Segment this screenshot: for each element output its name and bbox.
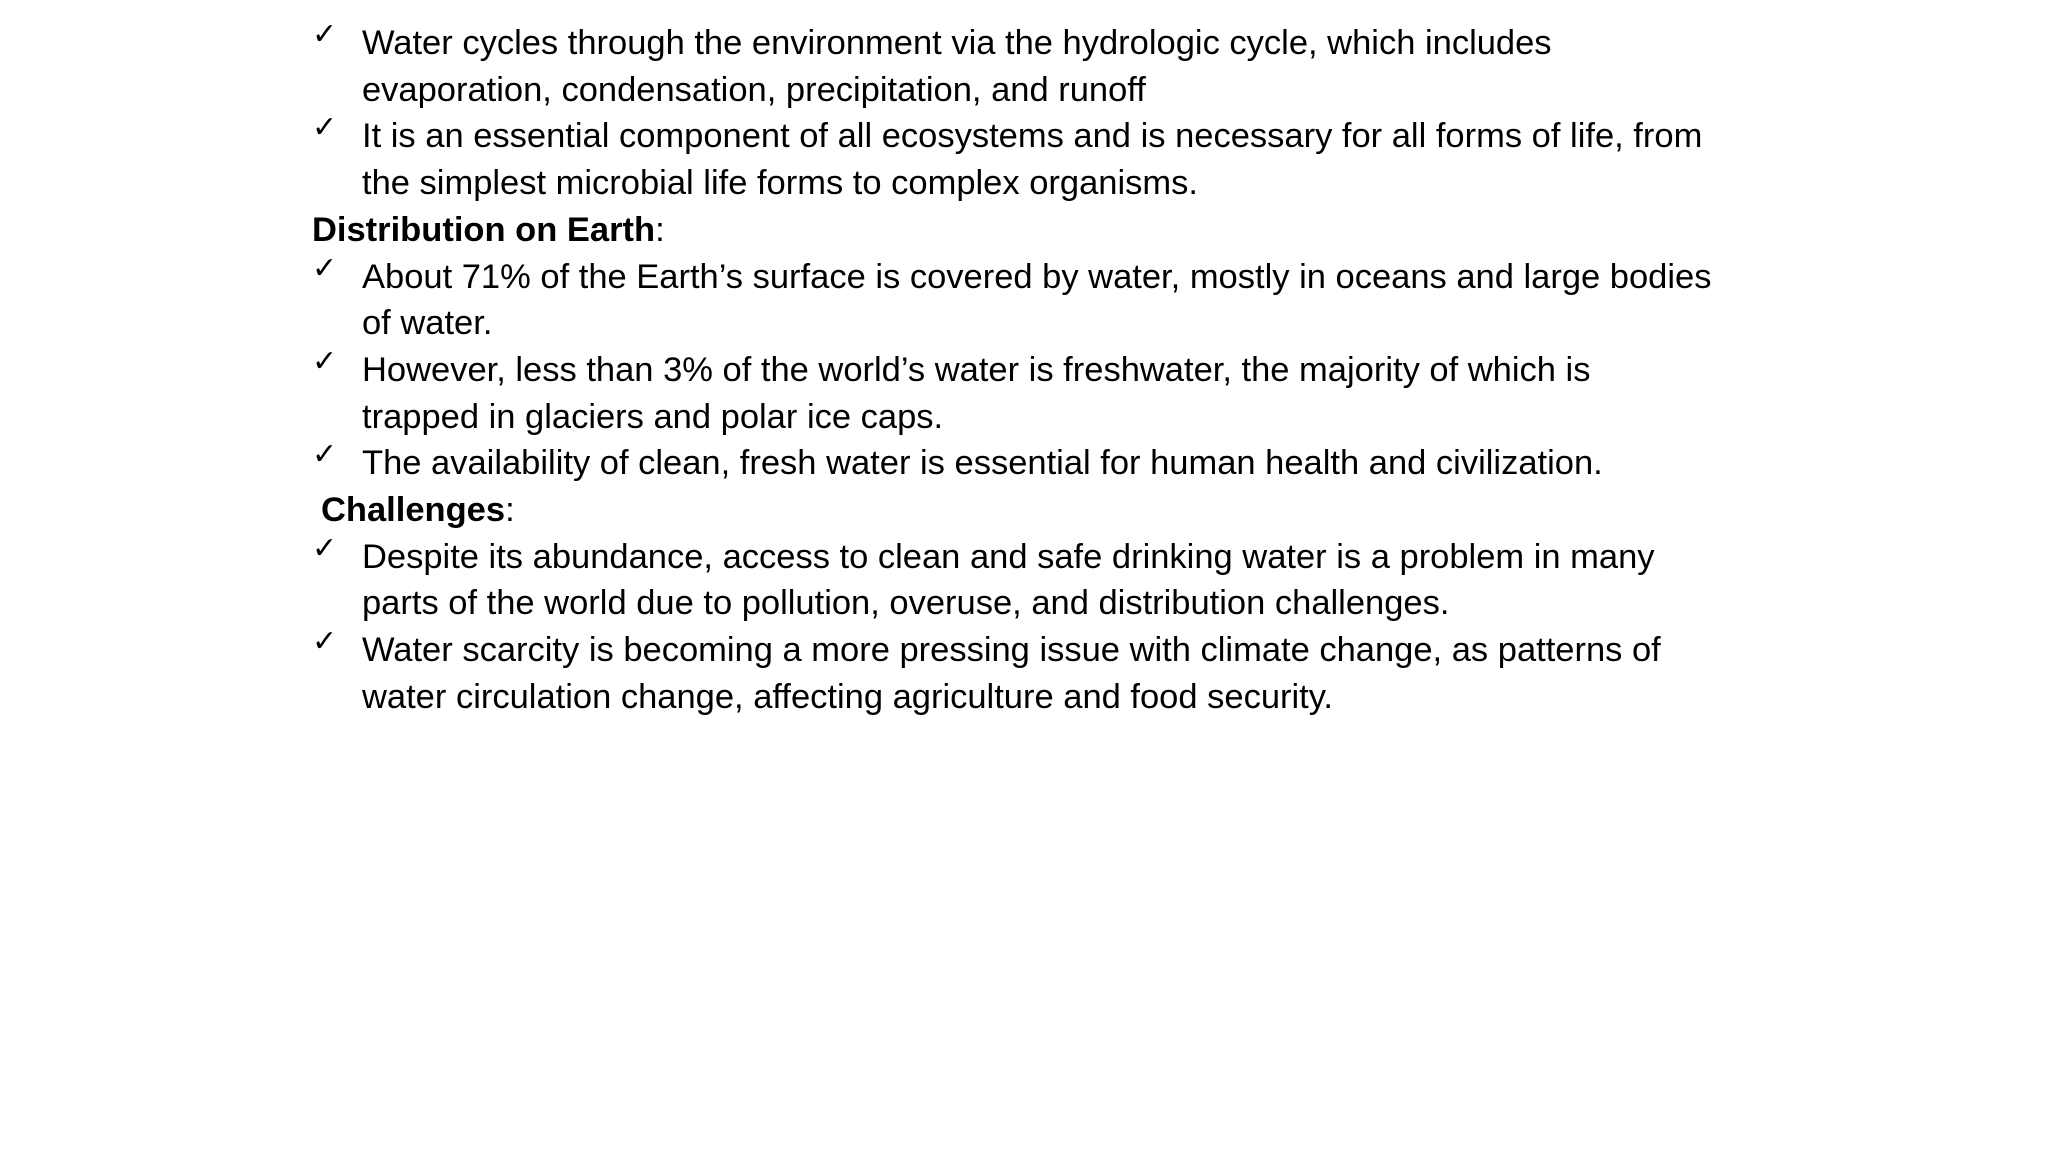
bullet-item: [312, 343, 1712, 440]
bullet-item: [312, 250, 1712, 347]
checkmark-icon: ✓: [312, 110, 338, 146]
bullet-item: [312, 624, 1712, 720]
checkmark-icon: ✓: [312, 530, 338, 566]
section-heading-distribution: [312, 207, 1712, 254]
bullet-text: Water scarcity is becoming a more pressing issue with climate change, as patterns of water circulation change, affecting agriculture and food security.: [362, 631, 1661, 716]
heading-colon: :: [505, 491, 515, 530]
checkmark-icon: ✓: [312, 343, 338, 379]
bullet-text: About 71% of the Earth’s surface is covered by water, mostly in oceans and large bodies of water.: [362, 257, 1712, 343]
checkmark-icon: ✓: [312, 437, 338, 473]
bullet-text: Water cycles through the environment via the hydrologic cycle, which includes evaporation, condensation, precipitation, and runoff: [362, 24, 1552, 109]
bullet-item: [312, 17, 1712, 113]
bullet-text: The availability of clean, fresh water is essential for human health and civilization.: [362, 444, 1603, 483]
bullet-text: It is an essential component of all ecosystems and is necessary for all forms of life, from the simplest microbial life forms to complex organisms.: [362, 117, 1703, 203]
bullet-text: However, less than 3% of the world’s water is freshwater, the majority of which is trapped in glaciers and polar ice caps.: [362, 350, 1591, 436]
bullet-item: [312, 437, 1712, 487]
heading-colon: :: [655, 210, 665, 249]
bullet-text: Despite its abundance, access to clean and safe drinking water is a problem in many parts of the world due to pollution, overuse, and distribution challenges.: [362, 537, 1655, 623]
heading-text: Challenges: [321, 491, 506, 530]
bullet-item: [312, 530, 1712, 627]
checkmark-icon: ✓: [312, 624, 338, 660]
checkmark-icon: ✓: [312, 17, 338, 52]
slide-content: [312, 17, 1712, 721]
bullet-item: [312, 110, 1712, 206]
checkmark-icon: ✓: [312, 250, 338, 286]
section-heading-challenges: [312, 487, 1712, 534]
heading-text: Distribution on Earth: [312, 210, 656, 249]
